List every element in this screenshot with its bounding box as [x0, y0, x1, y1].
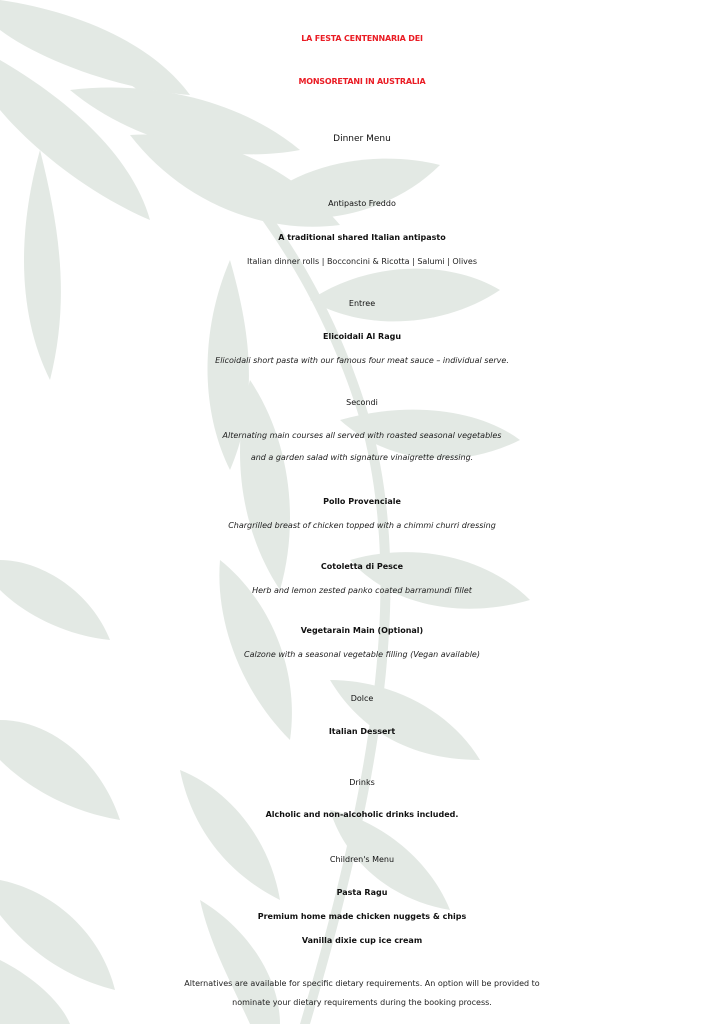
childrens-menu-item: Vanilla dixie cup ice cream: [301, 936, 423, 945]
secondi-dish-description: Herb and lemon zested panko coated barramundi fillet: [252, 586, 472, 595]
antipasto-items: Italian dinner rolls | Bocconcini & Ricotta | Salumi | Olives: [246, 257, 477, 266]
secondi-dish-description: Chargrilled breast of chicken topped with a chimmi churri dressing: [228, 521, 496, 530]
event-title-line2: MONSORETANI IN AUSTRALIA: [298, 77, 426, 86]
secondi-intro-line2: and a garden salad with signature vinaigrette dressing.: [250, 453, 474, 462]
secondi-dish-description: Calzone with a seasonal vegetable filling (Vegan available): [244, 650, 480, 659]
antipasto-subtitle: A traditional shared Italian antipasto: [278, 233, 446, 242]
entree-description: Elicoidali short pasta with our famous four meat sauce – individual serve.: [215, 356, 509, 365]
dolce-heading: Dolce: [350, 694, 374, 703]
menu-title: Dinner Menu: [333, 134, 391, 144]
childrens-menu-heading: Children's Menu: [329, 855, 395, 864]
footer-note-line1: Alternatives are available for specific dietary requirements. An option will be provided to: [184, 979, 540, 988]
footer-note-line2: nominate your dietary requirements during the booking process.: [232, 998, 492, 1007]
secondi-dish-name: Pollo Provenciale: [323, 497, 401, 506]
drinks-text: Alcholic and non-alcoholic drinks included.: [265, 810, 459, 819]
event-title-line1: LA FESTA CENTENNARIA DEI: [301, 34, 423, 43]
secondi-dish-name: Vegetarain Main (Optional): [300, 626, 424, 635]
secondi-intro-line1: Alternating main courses all served with roasted seasonal vegetables: [222, 431, 502, 440]
childrens-menu-item: Premium home made chicken nuggets & chips: [257, 912, 467, 921]
secondi-heading: Secondi: [346, 398, 378, 407]
entree-dish: Elicoidali Al Ragu: [322, 332, 402, 341]
dolce-dish: Italian Dessert: [328, 727, 396, 736]
secondi-dish-name: Cotoletta di Pesce: [320, 562, 404, 571]
antipasto-heading: Antipasto Freddo: [328, 199, 396, 208]
childrens-menu-item: Pasta Ragu: [336, 888, 388, 897]
entree-heading: Entree: [348, 299, 376, 308]
drinks-heading: Drinks: [349, 778, 375, 787]
